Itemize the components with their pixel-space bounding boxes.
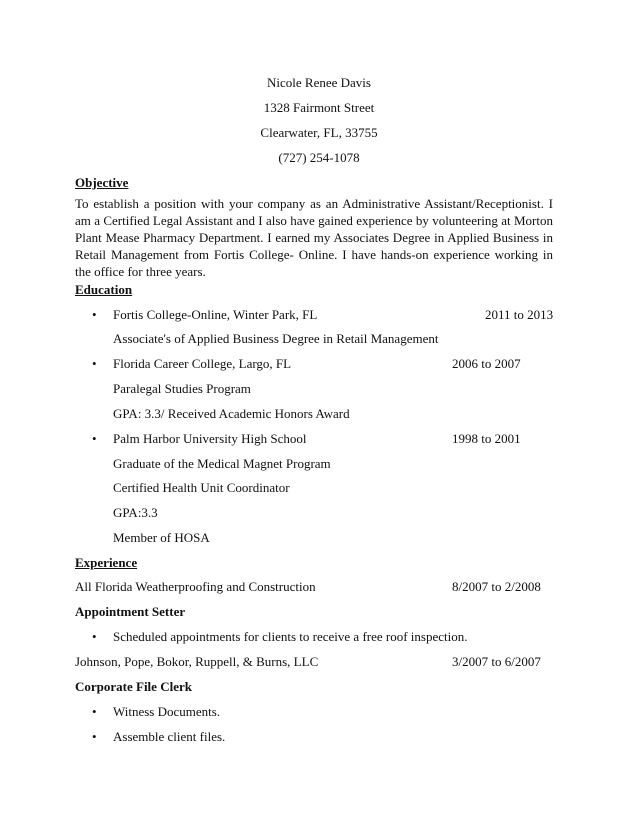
school-name: Fortis College-Online, Winter Park, FL — [113, 307, 318, 322]
job-title: Corporate File Clerk — [75, 679, 192, 694]
bullet-marker: • — [92, 307, 97, 322]
job-duty: Scheduled appointments for clients to receive a free roof inspection. — [113, 629, 468, 644]
phone-number: (727) 254-1078 — [278, 150, 360, 165]
experience-heading: Experience — [75, 555, 138, 570]
school-detail: Member of HOSA — [113, 530, 210, 545]
bullet-marker: • — [92, 356, 97, 371]
resume-name: Nicole Renee Davis — [267, 75, 371, 90]
objective-text: To establish a position with your company as an Administrative Assistant/Receptionist. I am a Certified Legal Assistant and I also have gained experience by volunteering at Morton Plant Mease Pharmacy Department. I earned my Associates Degree in Applied Business in Retail Management from Fortis College- Online. I have hands-on experience working in the office for three years. — [75, 196, 553, 279]
company-name: Johnson, Pope, Bokor, Ruppell, & Burns, LLC — [75, 654, 319, 669]
company-name: All Florida Weatherproofing and Construction — [75, 579, 316, 594]
school-dates: 2006 to 2007 — [452, 356, 521, 371]
objective-heading: Objective — [75, 175, 129, 190]
job-dates: 8/2007 to 2/2008 — [452, 579, 541, 594]
bullet-marker: • — [92, 629, 97, 644]
job-title: Appointment Setter — [75, 604, 186, 619]
school-detail: Associate's of Applied Business Degree in Retail Management — [113, 331, 439, 346]
bullet-marker: • — [92, 704, 97, 719]
job-duty: Witness Documents. — [113, 704, 221, 719]
education-heading: Education — [75, 282, 133, 297]
school-detail: Graduate of the Medical Magnet Program — [113, 456, 331, 471]
school-detail: Paralegal Studies Program — [113, 381, 251, 396]
address-city: Clearwater, FL, 33755 — [260, 125, 378, 140]
school-detail: GPA:3.3 — [113, 505, 158, 520]
bullet-marker: • — [92, 431, 97, 446]
school-name: Palm Harbor University High School — [113, 431, 307, 446]
school-detail: Certified Health Unit Coordinator — [113, 480, 290, 495]
school-name: Florida Career College, Largo, FL — [113, 356, 292, 371]
bullet-marker: • — [92, 729, 97, 744]
school-dates: 1998 to 2001 — [452, 431, 521, 446]
address-street: 1328 Fairmont Street — [263, 100, 375, 115]
school-dates: 2011 to 2013 — [485, 307, 554, 322]
job-dates: 3/2007 to 6/2007 — [452, 654, 541, 669]
job-duty: Assemble client files. — [113, 729, 226, 744]
school-detail: GPA: 3.3/ Received Academic Honors Award — [113, 406, 350, 421]
